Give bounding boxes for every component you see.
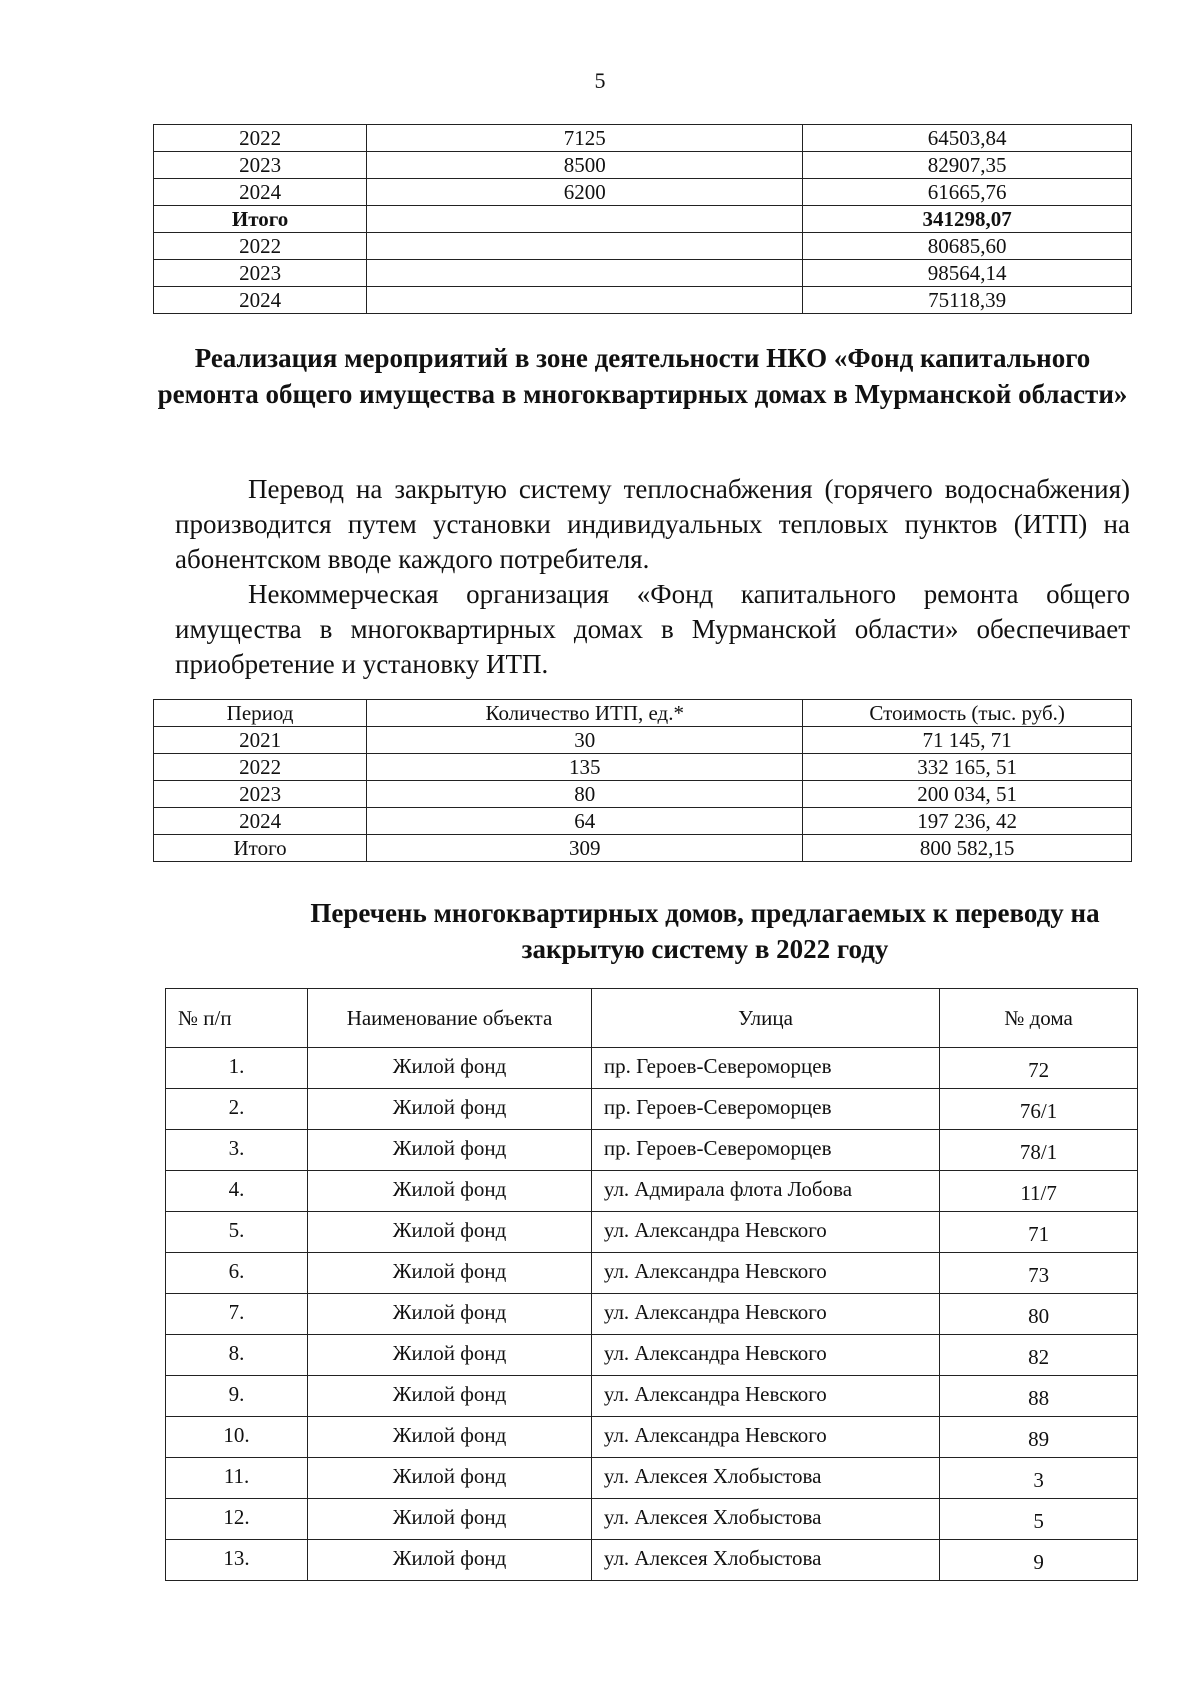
year-cell: 2023 (154, 260, 367, 287)
object-cell (308, 1499, 592, 1540)
list-header-object: Наименование объекта (308, 989, 592, 1048)
value-cell: 341298,07 (803, 206, 1132, 233)
number-cell (166, 1089, 308, 1130)
table-row (166, 1171, 1138, 1212)
street-cell (591, 1376, 939, 1417)
house-text: 9 (1033, 1550, 1044, 1574)
count-cell: 309 (367, 835, 803, 862)
object-text: Жилой фонд (392, 1505, 507, 1529)
street-cell (591, 1540, 939, 1581)
number-cell (166, 1130, 308, 1171)
number-text: 2. (228, 1095, 245, 1119)
paragraph-itp-transfer (175, 472, 1130, 577)
itp-table (153, 699, 1132, 862)
house-cell (940, 1089, 1138, 1130)
street-cell (591, 1171, 939, 1212)
number-text: 7. (228, 1300, 245, 1324)
period-cell: 2023 (154, 781, 367, 808)
number-cell (166, 1212, 308, 1253)
object-text: Жилой фонд (392, 1136, 507, 1160)
house-cell (940, 1253, 1138, 1294)
paragraph-fund-provides (175, 577, 1130, 682)
number-text: 1. (228, 1054, 245, 1078)
number-cell (166, 1171, 308, 1212)
value-cell: 61665,76 (803, 179, 1132, 206)
count-cell: 135 (367, 754, 803, 781)
table-row (166, 1212, 1138, 1253)
street-text: ул. Александра Невского (603, 1218, 827, 1242)
value-cell: 98564,14 (803, 260, 1132, 287)
street-text: пр. Героев-Североморцев (603, 1095, 832, 1119)
object-cell (308, 1417, 592, 1458)
street-cell (591, 1253, 939, 1294)
object-text: Жилой фонд (392, 1054, 507, 1078)
object-text: Жилой фонд (392, 1341, 507, 1365)
period-cell: 2021 (154, 727, 367, 754)
paragraph-2-text: Некоммерческая организация «Фонд капитального ремонта общего имущества в многоквартирных домах в Мурманской области» обеспечивает приобретение и установку ИТП. (175, 579, 1130, 679)
street-cell (591, 1335, 939, 1376)
street-text: ул. Александра Невского (603, 1423, 827, 1447)
table-row (166, 1499, 1138, 1540)
object-cell (308, 1253, 592, 1294)
object-text: Жилой фонд (392, 1546, 507, 1570)
street-text: ул. Александра Невского (603, 1382, 827, 1406)
object-text: Жилой фонд (392, 1423, 507, 1447)
number-cell (166, 1540, 308, 1581)
object-cell (308, 1458, 592, 1499)
count-cell (367, 206, 803, 233)
table-row (154, 835, 1132, 862)
street-text: ул. Александра Невского (603, 1341, 827, 1365)
table-row (166, 1376, 1138, 1417)
count-cell (367, 260, 803, 287)
house-cell (940, 1171, 1138, 1212)
table-row (166, 1089, 1138, 1130)
count-cell (367, 233, 803, 260)
count-cell: 64 (367, 808, 803, 835)
count-cell: 6200 (367, 179, 803, 206)
object-text: Жилой фонд (392, 1177, 507, 1201)
number-text: 11. (223, 1464, 250, 1488)
house-text: 76/1 (1019, 1099, 1058, 1123)
house-cell (940, 1294, 1138, 1335)
period-cell: Итого (154, 835, 367, 862)
street-cell (591, 1130, 939, 1171)
value-cell: 80685,60 (803, 233, 1132, 260)
table-row (154, 206, 1132, 233)
street-text: ул. Александра Невского (603, 1300, 827, 1324)
table-row (166, 1335, 1138, 1376)
year-cell: 2023 (154, 152, 367, 179)
house-cell (940, 1335, 1138, 1376)
house-cell (940, 1417, 1138, 1458)
house-text: 89 (1028, 1427, 1050, 1451)
table-row (154, 233, 1132, 260)
house-text: 71 (1028, 1222, 1050, 1246)
object-text: Жилой фонд (392, 1259, 507, 1283)
table-row (166, 1253, 1138, 1294)
object-cell (308, 1294, 592, 1335)
street-text: пр. Героев-Североморцев (603, 1054, 832, 1078)
object-cell (308, 1048, 592, 1089)
number-text: 9. (228, 1382, 245, 1406)
street-cell (591, 1212, 939, 1253)
number-cell (166, 1253, 308, 1294)
table-row (154, 260, 1132, 287)
year-cell: 2022 (154, 233, 367, 260)
buildings-list-table (165, 988, 1138, 1581)
table-row (154, 754, 1132, 781)
house-text: 11/7 (1020, 1181, 1057, 1205)
number-cell (166, 1417, 308, 1458)
street-text: ул. Алексея Хлобыстова (603, 1464, 822, 1488)
table-row (154, 125, 1132, 152)
number-cell (166, 1335, 308, 1376)
count-cell: 7125 (367, 125, 803, 152)
count-cell: 30 (367, 727, 803, 754)
house-cell (940, 1499, 1138, 1540)
list-table-header (166, 989, 1138, 1048)
year-cell: 2024 (154, 179, 367, 206)
cost-cell: 200 034, 51 (803, 781, 1132, 808)
itp-table-header (154, 700, 1132, 727)
list-header-number: № п/п (166, 989, 308, 1048)
itp-header-count: Количество ИТП, ед.* (367, 700, 803, 727)
list-header-house: № дома (940, 989, 1138, 1048)
street-text: ул. Алексея Хлобыстова (603, 1505, 822, 1529)
object-text: Жилой фонд (392, 1095, 507, 1119)
table-row (154, 287, 1132, 314)
number-text: 5. (228, 1218, 245, 1242)
number-text: 10. (223, 1423, 250, 1447)
object-text: Жилой фонд (392, 1382, 507, 1406)
number-text: 8. (228, 1341, 245, 1365)
house-cell (940, 1458, 1138, 1499)
house-text: 72 (1028, 1058, 1050, 1082)
value-cell: 75118,39 (803, 287, 1132, 314)
number-cell (166, 1376, 308, 1417)
street-cell (591, 1499, 939, 1540)
street-cell (591, 1048, 939, 1089)
number-cell (166, 1048, 308, 1089)
object-cell (308, 1089, 592, 1130)
object-text: Жилой фонд (392, 1464, 507, 1488)
street-text: ул. Алексея Хлобыстова (603, 1546, 822, 1570)
page-number: 5 (594, 68, 606, 93)
itp-header-period: Период (154, 700, 367, 727)
count-cell: 8500 (367, 152, 803, 179)
period-cell: 2024 (154, 808, 367, 835)
number-text: 12. (223, 1505, 250, 1529)
table-row (154, 152, 1132, 179)
value-cell: 64503,84 (803, 125, 1132, 152)
number-cell (166, 1458, 308, 1499)
street-text: пр. Героев-Североморцев (603, 1136, 832, 1160)
house-text: 73 (1028, 1263, 1050, 1287)
house-text: 80 (1028, 1304, 1050, 1328)
street-cell (591, 1294, 939, 1335)
table-row (166, 1048, 1138, 1089)
number-text: 3. (228, 1136, 245, 1160)
value-cell: 82907,35 (803, 152, 1132, 179)
table-row (166, 1130, 1138, 1171)
number-cell (166, 1294, 308, 1335)
house-text: 3 (1033, 1468, 1044, 1492)
object-text: Жилой фонд (392, 1218, 507, 1242)
table-row (166, 1417, 1138, 1458)
paragraph-1-text: Перевод на закрытую систему теплоснабжения (горячего водоснабжения) производится путем установки индивидуальных тепловых пунктов (ИТП) на абонентском вводе каждого потребителя. (175, 474, 1130, 574)
table-row (166, 1458, 1138, 1499)
street-cell (591, 1417, 939, 1458)
table-row (166, 1540, 1138, 1581)
list-heading: Перечень многоквартирных домов, предлагаемых к переводу на закрытую систему в 2022 году (310, 898, 1100, 964)
house-text: 82 (1028, 1345, 1050, 1369)
costs-continuation-table (153, 124, 1132, 314)
table-row (154, 781, 1132, 808)
street-cell (591, 1458, 939, 1499)
cost-cell: 332 165, 51 (803, 754, 1132, 781)
house-cell (940, 1048, 1138, 1089)
cost-cell: 800 582,15 (803, 835, 1132, 862)
itp-header-cost: Стоимость (тыс. руб.) (803, 700, 1132, 727)
house-cell (940, 1540, 1138, 1581)
table-row (166, 1294, 1138, 1335)
number-text: 4. (228, 1177, 245, 1201)
year-cell: Итого (154, 206, 367, 233)
house-text: 5 (1033, 1509, 1044, 1533)
number-text: 6. (228, 1259, 245, 1283)
object-cell (308, 1130, 592, 1171)
period-cell: 2022 (154, 754, 367, 781)
cost-cell: 197 236, 42 (803, 808, 1132, 835)
count-cell (367, 287, 803, 314)
object-cell (308, 1171, 592, 1212)
house-text: 88 (1028, 1386, 1050, 1410)
table-row (154, 179, 1132, 206)
object-cell (308, 1212, 592, 1253)
list-header-street: Улица (591, 989, 939, 1048)
object-text: Жилой фонд (392, 1300, 507, 1324)
street-text: ул. Адмирала флота Лобова (603, 1177, 853, 1201)
object-cell (308, 1376, 592, 1417)
object-cell (308, 1540, 592, 1581)
house-cell (940, 1376, 1138, 1417)
table-row (154, 727, 1132, 754)
cost-cell: 71 145, 71 (803, 727, 1132, 754)
house-text: 78/1 (1019, 1140, 1058, 1164)
number-text: 13. (223, 1546, 250, 1570)
street-text: ул. Александра Невского (603, 1259, 827, 1283)
house-cell (940, 1130, 1138, 1171)
year-cell: 2022 (154, 125, 367, 152)
number-cell (166, 1499, 308, 1540)
section-heading: Реализация мероприятий в зоне деятельности НКО «Фонд капитального ремонта общего имущества в многоквартирных домах в Мурманской области» (157, 343, 1128, 409)
year-cell: 2024 (154, 287, 367, 314)
house-cell (940, 1212, 1138, 1253)
street-cell (591, 1089, 939, 1130)
object-cell (308, 1335, 592, 1376)
count-cell: 80 (367, 781, 803, 808)
table-row (154, 808, 1132, 835)
